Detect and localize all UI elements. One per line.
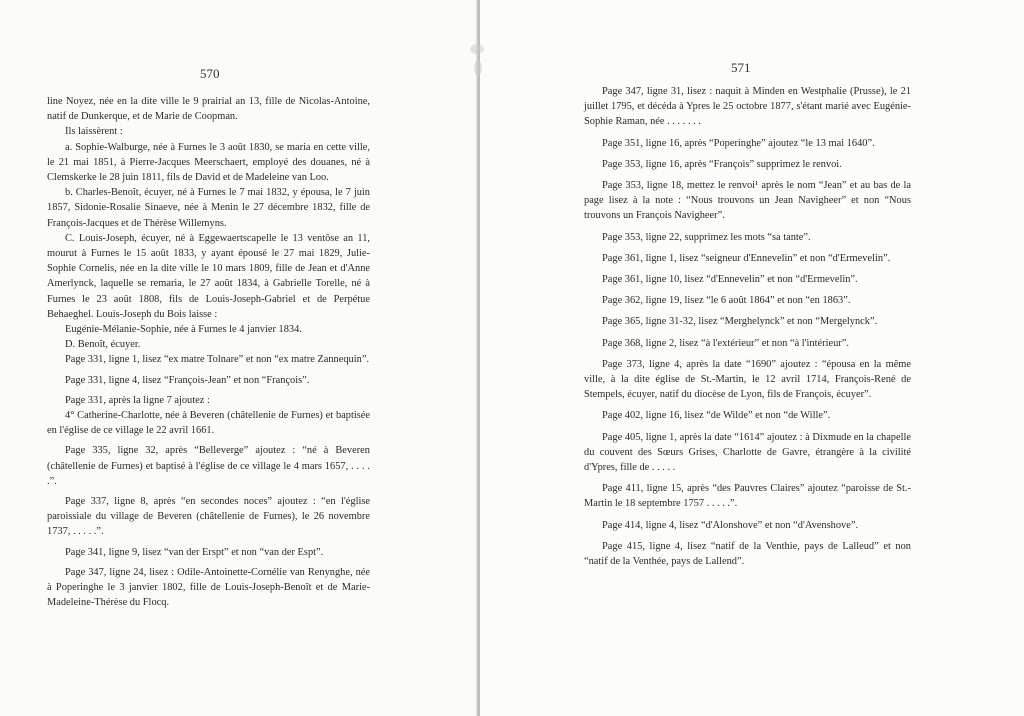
- paragraph: Page 341, ligne 9, lisez “van der Erspt” et non “van der Espt”.: [65, 546, 324, 558]
- paragraph: Page 365, ligne 31-32, lisez “Merghelynck” et non “Mergelynck”.: [602, 316, 878, 328]
- paragraph: Page 331, ligne 1, lisez “ex matre Tolnare” et non “ex matre Zannequin”.: [65, 354, 370, 366]
- paragraph: Eugénie-Mélanie-Sophie, née à Furnes le 4 janvier 1834.: [65, 324, 302, 336]
- paragraph: Page 362, ligne 19, lisez “le 6 août 1864” et non “en 1863”.: [602, 295, 851, 307]
- paragraph: Page 353, ligne 22, supprimez les mots “sa tante”.: [602, 231, 811, 243]
- right-page: [480, 0, 1024, 716]
- left-page-text: [47, 94, 370, 611]
- paragraph: Page 347, ligne 31, lisez : naquit à Minden en Westphalie (Prusse), le 21 juillet 1795, et décéda à Ypres le 25 octobre 1877, s'étant marié avec Eugénie-Sophie Raman, née . . . . . . .: [584, 86, 911, 128]
- paragraph: Page 351, ligne 16, après “Poperinghe” ajoutez “le 13 mai 1640”.: [602, 137, 875, 149]
- left-page: [0, 0, 478, 716]
- paragraph: Page 331, ligne 4, lisez “François-Jean” et non “François”.: [65, 374, 310, 386]
- paragraph: 4° Catherine-Charlotte, née à Beveren (châtellenie de Furnes) et baptisée en l'église de ce village le 22 avril 1661.: [47, 410, 370, 437]
- paragraph: line Noyez, née en la dite ville le 9 prairial an 13, fille de Nicolas-Antoine, natif de Dunkerque, et de Marie de Coopman.: [47, 96, 370, 123]
- paragraph: Ils laissèrent :: [65, 126, 123, 138]
- paragraph: D. Benoît, écuyer.: [65, 339, 141, 351]
- paragraph: Page 405, ligne 1, après la date “1614” ajoutez : à Dixmude en la chapelle du couvent des Sœurs Grises, Charlotte de Gavre, étrangère à la civilité d'Ypres, fille de . . . . .: [584, 431, 911, 474]
- paper-blemish: [470, 44, 484, 54]
- paragraph: Page 414, ligne 4, lisez “d'Alonshove” et non “d'Avenshove”.: [602, 519, 859, 531]
- paragraph: Page 361, ligne 1, lisez “seigneur d'Ennevelin” et non “d'Ermevelin”.: [602, 252, 891, 264]
- paragraph: a. Sophie-Walburge, née à Furnes le 3 août 1830, se maria en cette ville, le 21 mai 1851, à Pierre-Jacques Meerschaert, employé des douanes, né à Clemskerke le 28 juin 1811, fils de David et de Madeleine van Loo.: [47, 141, 370, 184]
- right-page-text: [584, 84, 911, 569]
- left-page-number: 570: [200, 66, 220, 81]
- paragraph: C. Louis-Joseph, écuyer, né à Eggewaertscapelle le 13 ventôse an 11, mourut à Furnes le 15 août 1833, y ayant épousé le 27 mai 1829, Julie-Sophie Cornelis, née en la dite ville le 10 mars 1809, fille de Jean et d'Anne Amerlynck, laquelle se remaria, le 27 août 1834, à Gabrielle Torelle, né à Furnes le 23 août 1808, fils de Louis-Joseph-Gabriel et de Perpétue Behaeghel. Louis-Joseph du Bois laisse :: [47, 232, 370, 320]
- paragraph: Page 368, ligne 2, lisez “à l'extérieur” et non “à l'intérieur”.: [602, 337, 849, 349]
- paragraph: Page 361, ligne 10, lisez “d'Ennevelin” et non “d'Ermevelin”.: [602, 274, 858, 286]
- paragraph: Page 373, ligne 4, après la date “1690” ajoutez : “épousa en la même ville, à la dite église de St.-Martin, le 12 avril 1714, François-René de Stempels, écuyer, natif du diocèse de Lyon, fils de François, écuyer”.: [584, 358, 911, 401]
- right-page-number: 571: [731, 60, 751, 75]
- paragraph: Page 411, ligne 15, après “des Pauvres Claires” ajoutez “paroisse de St.-Martin le 18 septembre 1757 . . . . .”.: [584, 483, 911, 510]
- paper-blemish: [474, 60, 482, 76]
- paragraph: Page 353, ligne 16, après “François” supprimez le renvoi.: [602, 158, 842, 170]
- paragraph: Page 331, après la ligne 7 ajoutez :: [65, 394, 210, 406]
- paragraph: Page 415, ligne 4, lisez “natif de la Venthie, pays de Lalleud” et non “natif de la Venthée, pays de Lallend”.: [584, 540, 911, 568]
- paragraph: Page 337, ligne 8, après “en secondes noces” ajoutez : “en l'église paroissiale du village de Beveren (châtellenie de Furnes), le 26 novembre 1737, . . . . .”.: [47, 496, 370, 538]
- paragraph: b. Charles-Benoît, écuyer, né à Furnes le 7 mai 1832, y épousa, le 7 juin 1857, Sidonie-Rosalie Sinaeve, née à Menin le 27 décembre 1832, fille de François-Jacques et de Thérèse Willemyns.: [47, 187, 370, 229]
- paragraph: Page 353, ligne 18, mettez le renvoi¹ après le nom “Jean” et au bas de la page lisez à la note : “Nous trouvons un Jean Navigheer” et non “Nous trouvons un François Navigheer”.: [584, 180, 911, 222]
- paragraph: Page 347, ligne 24, lisez : Odile-Antoinette-Cornélie van Renynghe, née à Poperinghe le 3 janvier 1802, fille de Louis-Joseph-Benoît et de Marie-Madeleine-Thérèse du Flocq.: [47, 566, 370, 609]
- paragraph: Page 402, ligne 16, lisez “de Wilde” et non “de Wille”.: [602, 410, 831, 422]
- paragraph: Page 335, ligne 32, après “Belleverge” ajoutez : “né à Beveren (châtellenie de Furnes) et baptisé à l'église de ce village le 4 mars 1657, . . . . .”.: [47, 445, 370, 487]
